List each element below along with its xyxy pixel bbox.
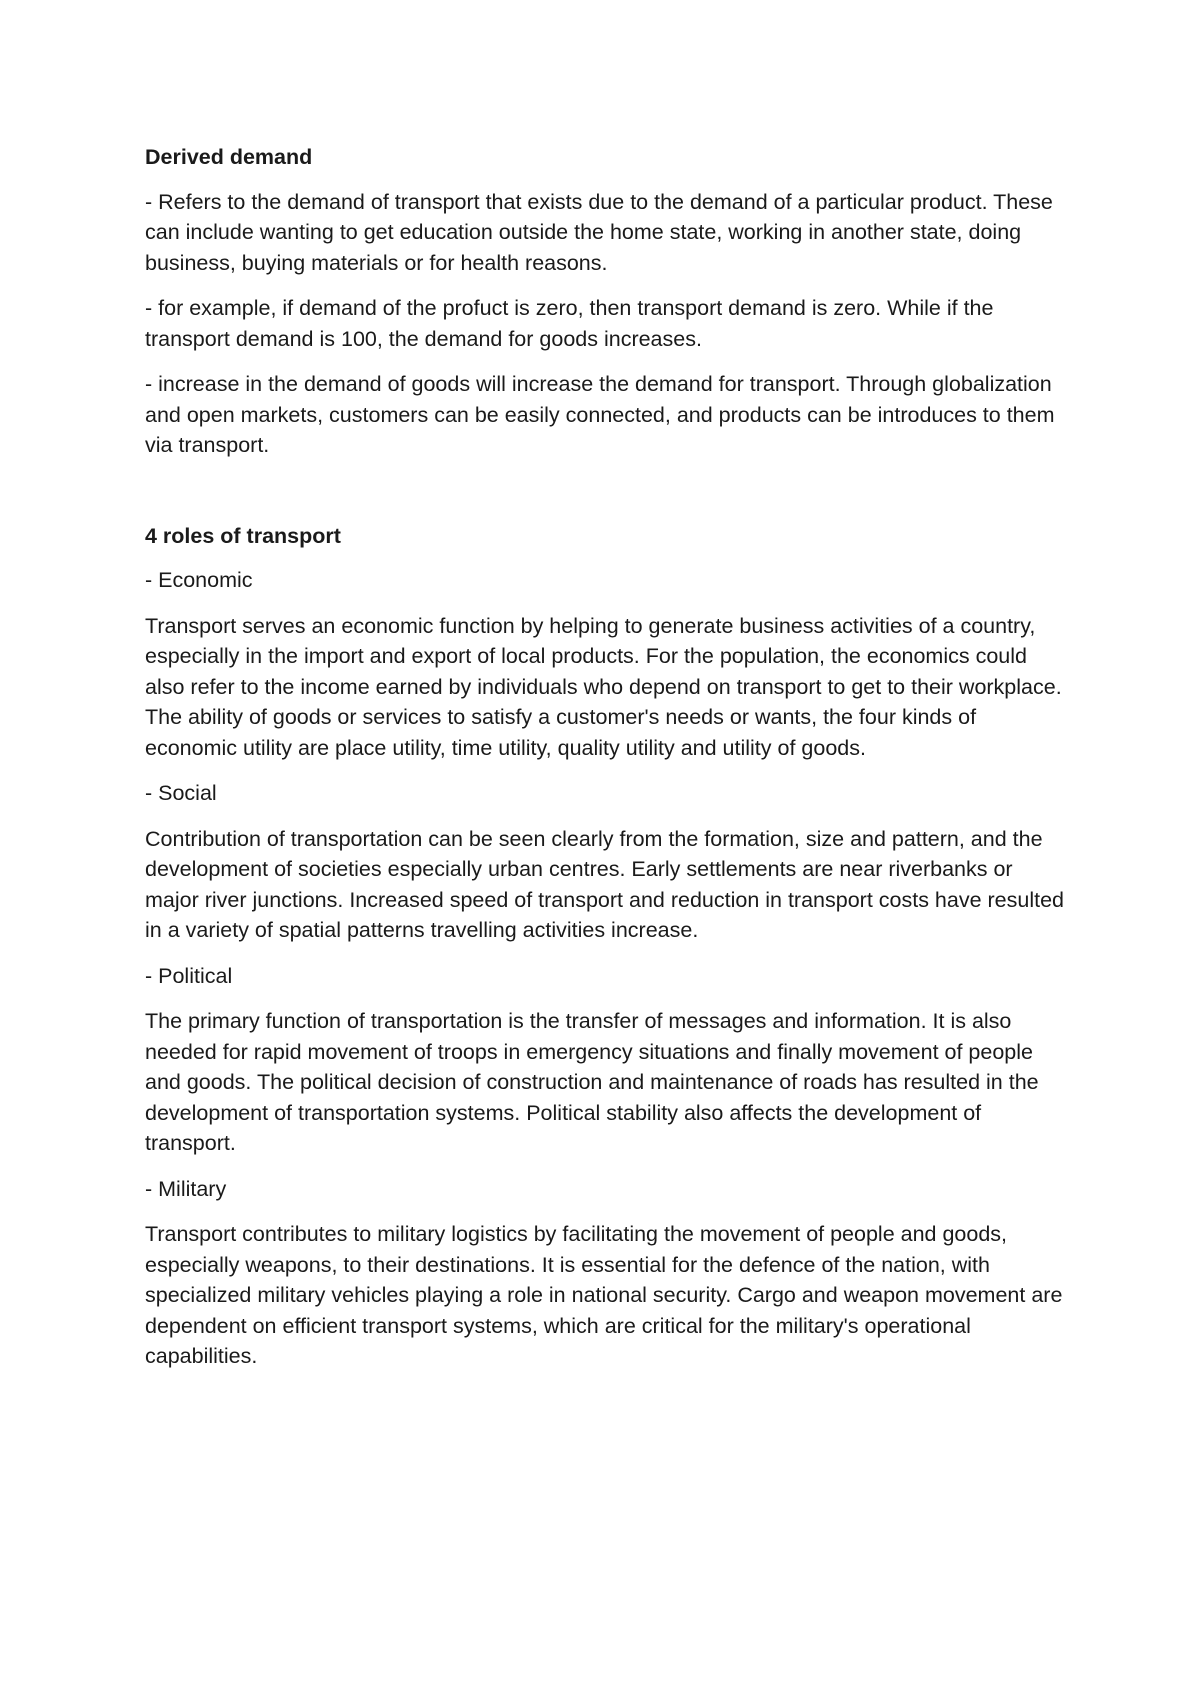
role-text-economic: Transport serves an economic function by helping to generate business activities of a country, especially in the import and export of local products. For the population, the economics could also refer to the income earned by individuals who depend on transport to get to their workplace. The ability of goods or services to satisfy a customer's needs or wants, the four kinds of economic utility are place utility, time utility, quality utility and utility of goods. (145, 613, 1062, 760)
section-heading: 4 roles of transport (145, 523, 341, 548)
role-label-military: - Military (145, 1176, 227, 1201)
section-heading: Derived demand (145, 145, 313, 169)
section-spacer (145, 476, 1070, 521)
paragraph: - increase in the demand of goods will increase the demand for transport. Through globalization and open markets, customers can be easily connected, and products can be introduces to them via transport. (145, 372, 1055, 457)
role-text-military: Transport contributes to military logistics by facilitating the movement of people and goods, especially weapons, to their destinations. It is essential for the defence of the nation, with specialized military vehicles playing a role in national security. Cargo and weapon movement are dependent on efficient transport systems, which are critical for the military's operational capabilities. (145, 1222, 1063, 1368)
document-page (145, 142, 1070, 1387)
paragraph: - Refers to the demand of transport that exists due to the demand of a particular product. These can include wanting to get education outside the home state, working in another state, doing business, buying materials or for health reasons. (145, 189, 1053, 275)
paragraph: - for example, if demand of the profuct is zero, then transport demand is zero. While if the transport demand is 100, the demand for goods increases. (145, 296, 994, 351)
role-label-economic: - Economic (145, 568, 253, 592)
section-derived-demand (145, 142, 1070, 461)
section-roles-of-transport (145, 521, 1070, 1372)
role-text-social: Contribution of transportation can be seen clearly from the formation, size and pattern, and the development of societies especially urban centres. Early settlements are near riverbanks or major river junctions. Increased speed of transport and reduction in transport costs have resulted in a variety of spatial patterns travelling activities increase. (145, 826, 1065, 942)
role-label-political: - Political (145, 963, 233, 988)
role-text-political: The primary function of transportation is the transfer of messages and information. It is also needed for rapid movement of troops in emergency situations and finally movement of people and goods. The political decision of construction and maintenance of roads has resulted in the development of transportation systems. Political stability also affects the development of transport. (145, 1009, 1039, 1155)
role-label-social: - Social (145, 781, 217, 805)
